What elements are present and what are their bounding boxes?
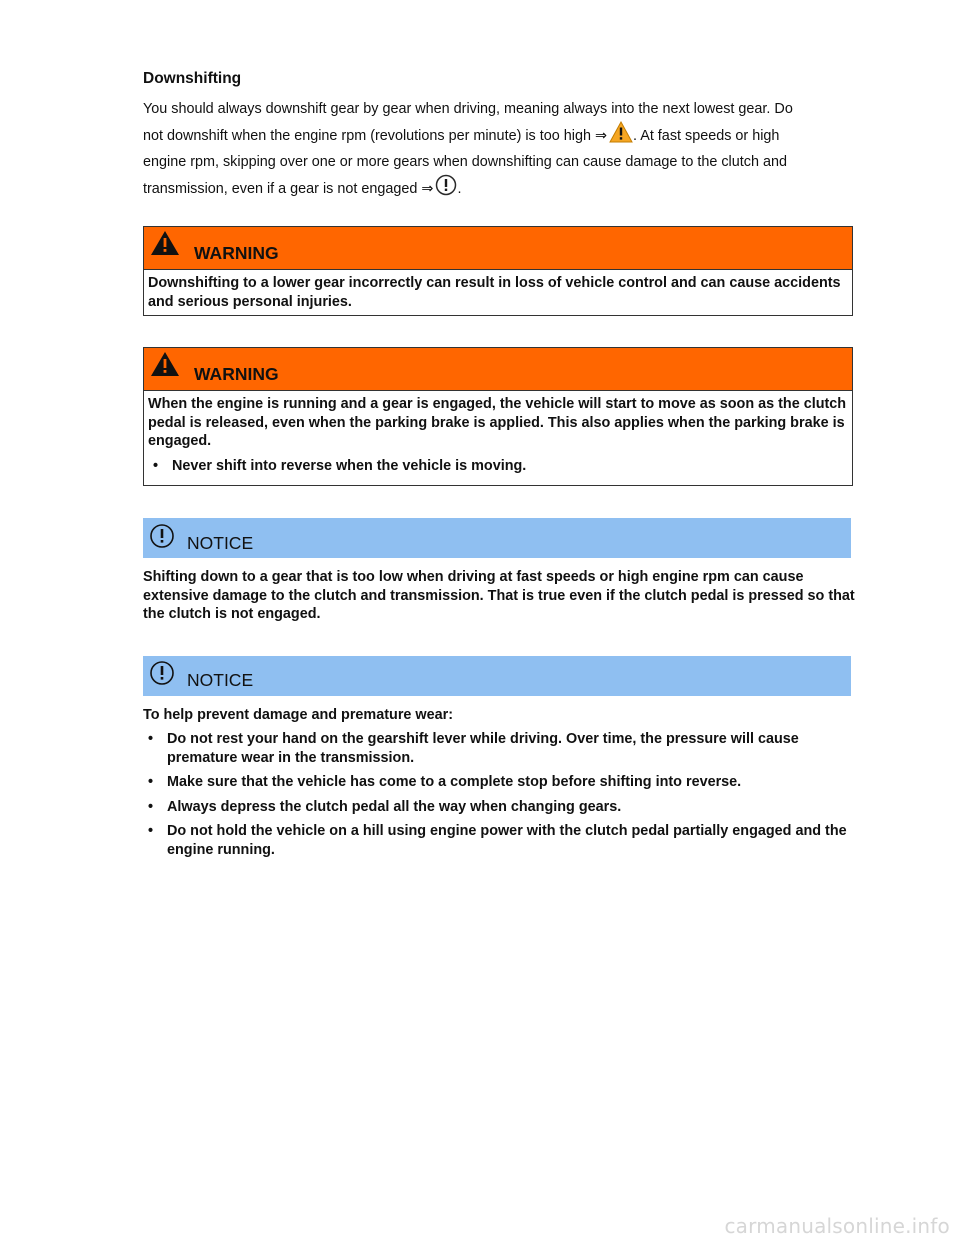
warning-header: [144, 348, 852, 391]
notice-exclamation-icon: [149, 523, 175, 554]
warning-triangle-icon: [150, 230, 180, 261]
notice-header: [143, 656, 851, 696]
notice-block-1: [143, 518, 855, 624]
list-item: [148, 457, 848, 476]
bullet-icon: •: [148, 798, 154, 815]
list-item: [143, 798, 855, 817]
intro-line-3: engine rpm, skipping over one or more gears when downshifting can cause damage to the clutch and: [143, 154, 787, 170]
watermark: carmanualsonline.info: [724, 1214, 950, 1238]
list-item-text: Make sure that the vehicle has come to a complete stop before shifting into reverse.: [167, 774, 742, 790]
warning-box-2: [143, 347, 853, 486]
list-item: [143, 822, 855, 859]
bullet-icon: •: [148, 774, 154, 790]
warning-body: [144, 391, 852, 485]
warning-box-1: [143, 226, 853, 316]
intro-line-4-pre: transmission, even if a gear is not engaged ⇒: [143, 181, 434, 197]
manual-page: [143, 68, 855, 865]
intro-line-4-post: .: [457, 181, 462, 197]
warning-triangle-icon: [150, 351, 180, 382]
list-item-text: Always depress the clutch pedal all the way when changing gears.: [167, 798, 622, 815]
warning-bullet-list: [148, 457, 848, 476]
list-item: [143, 773, 855, 792]
notice-text: Shifting down to a gear that is too low when driving at fast speeds or high engine rpm can cause extensive damage to the clutch and transmission. That is true even if the clutch pedal is pressed so that the clutch is not engaged.: [143, 569, 855, 622]
bullet-icon: •: [148, 731, 154, 747]
notice-exclamation-icon: [149, 660, 175, 691]
notice-text: To help prevent damage and premature wear:: [143, 706, 454, 723]
list-item-text: Do not rest your hand on the gearshift lever while driving. Over time, the pressure will cause premature wear in the transmission.: [167, 731, 799, 766]
intro-line-4: [143, 174, 855, 204]
intro-line-1: You should always downshift gear by gear when driving, meaning always into the next lowest gear. Do: [143, 101, 793, 117]
notice-block-2: [143, 656, 855, 860]
intro-line-2-post: . At fast speeds or high: [633, 128, 780, 144]
warning-title: WARNING: [194, 242, 279, 263]
notice-header: [143, 518, 851, 558]
bullet-icon: •: [153, 457, 159, 474]
notice-body: [143, 568, 855, 624]
warning-text: When the engine is running and a gear is engaged, the vehicle will start to move as soon as the clutch pedal is released, even when the parking brake is applied. This also applies when the parking brake is engaged.: [148, 396, 847, 449]
list-item-text: Do not hold the vehicle on a hill using engine power with the clutch pedal partially engaged and the engine running.: [167, 823, 847, 858]
warning-triangle-icon[interactable]: [609, 121, 633, 151]
intro-line-2-pre: not downshift when the engine rpm (revolutions per minute) is too high ⇒: [143, 128, 608, 144]
warning-text: Downshifting to a lower gear incorrectly can result in loss of vehicle control and can cause accidents and serious personal injuries.: [148, 275, 841, 310]
warning-body: [144, 270, 852, 315]
warning-title: WARNING: [194, 363, 279, 384]
notice-title: NOTICE: [187, 532, 254, 553]
notice-body: [143, 706, 855, 860]
intro-line-2: [143, 121, 855, 151]
intro-paragraph: [143, 98, 855, 204]
bullet-icon: •: [148, 823, 154, 839]
notice-title: NOTICE: [187, 670, 254, 690]
notice-exclamation-icon[interactable]: [435, 174, 457, 204]
section-heading: Downshifting: [143, 70, 242, 87]
warning-header: [144, 227, 852, 270]
list-item-text: Never shift into reverse when the vehicle is moving.: [172, 457, 527, 474]
list-item: [143, 730, 855, 767]
notice-bullet-list: [143, 730, 855, 859]
